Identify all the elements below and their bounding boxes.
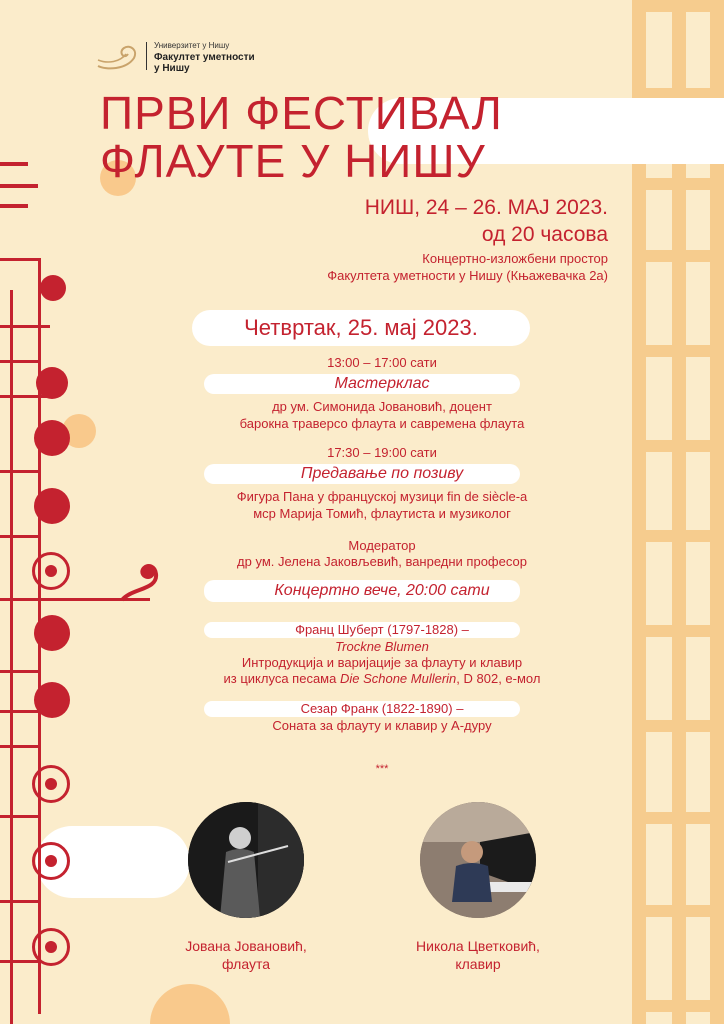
music-note-ring-icon (32, 928, 70, 966)
staff-tick (0, 710, 40, 713)
decor-circle (150, 984, 230, 1024)
university-name: Универзитет у Нишу (154, 41, 230, 50)
day-heading: Четвртак, 25. мај 2023. (244, 315, 478, 340)
staff-tick (0, 745, 40, 748)
music-note-icon (34, 682, 70, 718)
piece1-cycle-pre: из циклуса песама (223, 671, 340, 686)
performer-role-flute: флаута (221, 956, 271, 972)
staff-tick (0, 360, 40, 363)
festival-title-line1: ПРВИ ФЕСТИВАЛ (100, 87, 503, 139)
piece1-cycle-post: , D 802, е-мол (456, 671, 541, 686)
grid-bar (632, 0, 724, 12)
masterclass-speaker: др ум. Симонида Јовановић, доцент (272, 399, 492, 414)
performer-role-piano: клавир (455, 956, 501, 972)
lecture-time: 17:30 – 19:00 сати (327, 445, 437, 460)
piece1-description: Интродукција и варијације за флауту и клавир (241, 655, 523, 670)
piece1-work: Trockne Blumen (335, 639, 429, 654)
grid-bar (632, 440, 724, 452)
festival-dates: НИШ, 24 – 26. МАЈ 2023. (364, 196, 608, 219)
lecture-speaker: мср Марија Томић, флаутиста и музиколог (253, 506, 511, 521)
faculty-city: у Нишу (154, 63, 190, 74)
piece1-composer: Франц Шуберт (1797-1828) – (295, 622, 469, 637)
grid-bar (632, 530, 724, 542)
performer-name-piano: Никола Цветковић, (416, 938, 540, 954)
faculty-logo-icon (96, 42, 140, 72)
grid-bar (632, 812, 724, 824)
music-note-icon (34, 615, 70, 651)
staff-line (0, 258, 40, 261)
festival-time: од 20 часова (481, 223, 608, 246)
staff-tick (0, 325, 50, 328)
eighth-note-flag-icon (118, 560, 164, 604)
venue-line1: Концертно-изложбени простор (422, 251, 608, 266)
grid-bar (632, 1000, 724, 1012)
staff-tick (0, 535, 40, 538)
staff-line (0, 204, 28, 208)
grid-bar (632, 345, 724, 357)
performer-name-flute: Јована Јовановић, (185, 938, 307, 954)
moderator-name: др ум. Јелена Јаковљевић, ванредни професор (237, 554, 527, 569)
grid-bar (632, 720, 724, 732)
lecture-topic: Фигура Пана у француској музици fin de siècle-а (236, 489, 528, 504)
logo-divider (146, 42, 147, 70)
performer-photo-piano (420, 802, 536, 918)
staff-tick (0, 815, 40, 818)
staff-line (0, 162, 28, 166)
lecture-title: Предавање по позиву (300, 465, 464, 482)
masterclass-title: Мастерклас (334, 375, 430, 392)
staff-line (0, 184, 38, 188)
grid-bar (632, 178, 724, 190)
separator: *** (375, 763, 389, 775)
concert-title: Концертно вече, 20:00 сати (274, 582, 490, 599)
venue-line2: Факултета уметности у Нишу (Књажевачка 2а) (327, 268, 608, 283)
masterclass-time: 13:00 – 17:00 сати (327, 355, 437, 370)
music-note-ring-icon (32, 552, 70, 590)
music-note-icon (34, 488, 70, 524)
music-note-icon (40, 275, 66, 301)
moderator-label: Модератор (348, 538, 416, 553)
grid-bar (632, 250, 724, 262)
music-note-ring-icon (32, 765, 70, 803)
piece2-work: Соната за флауту и клавир у А-дуру (272, 718, 492, 733)
festival-title-line2: ФЛАУТЕ У НИШУ (100, 135, 486, 187)
music-note-icon (36, 367, 68, 399)
staff-tick (0, 960, 40, 963)
staff-line (10, 290, 13, 1024)
masterclass-topic: барокна траверсо флаута и савремена флаута (239, 416, 525, 431)
music-note-icon (34, 420, 70, 456)
staff-tick (0, 470, 40, 473)
grid-bar (632, 625, 724, 637)
piece2-composer: Сезар Франк (1822-1890) – (300, 701, 464, 716)
staff-tick (0, 670, 40, 673)
faculty-name: Факултет уметности (154, 52, 255, 63)
piece1-cycle-title: Die Schone Mullerin (339, 671, 457, 686)
performer-photo-flute (188, 802, 304, 918)
piece1-cycle (170, 670, 594, 687)
music-note-ring-icon (32, 842, 70, 880)
grid-bar (632, 905, 724, 917)
staff-tick (0, 900, 40, 903)
